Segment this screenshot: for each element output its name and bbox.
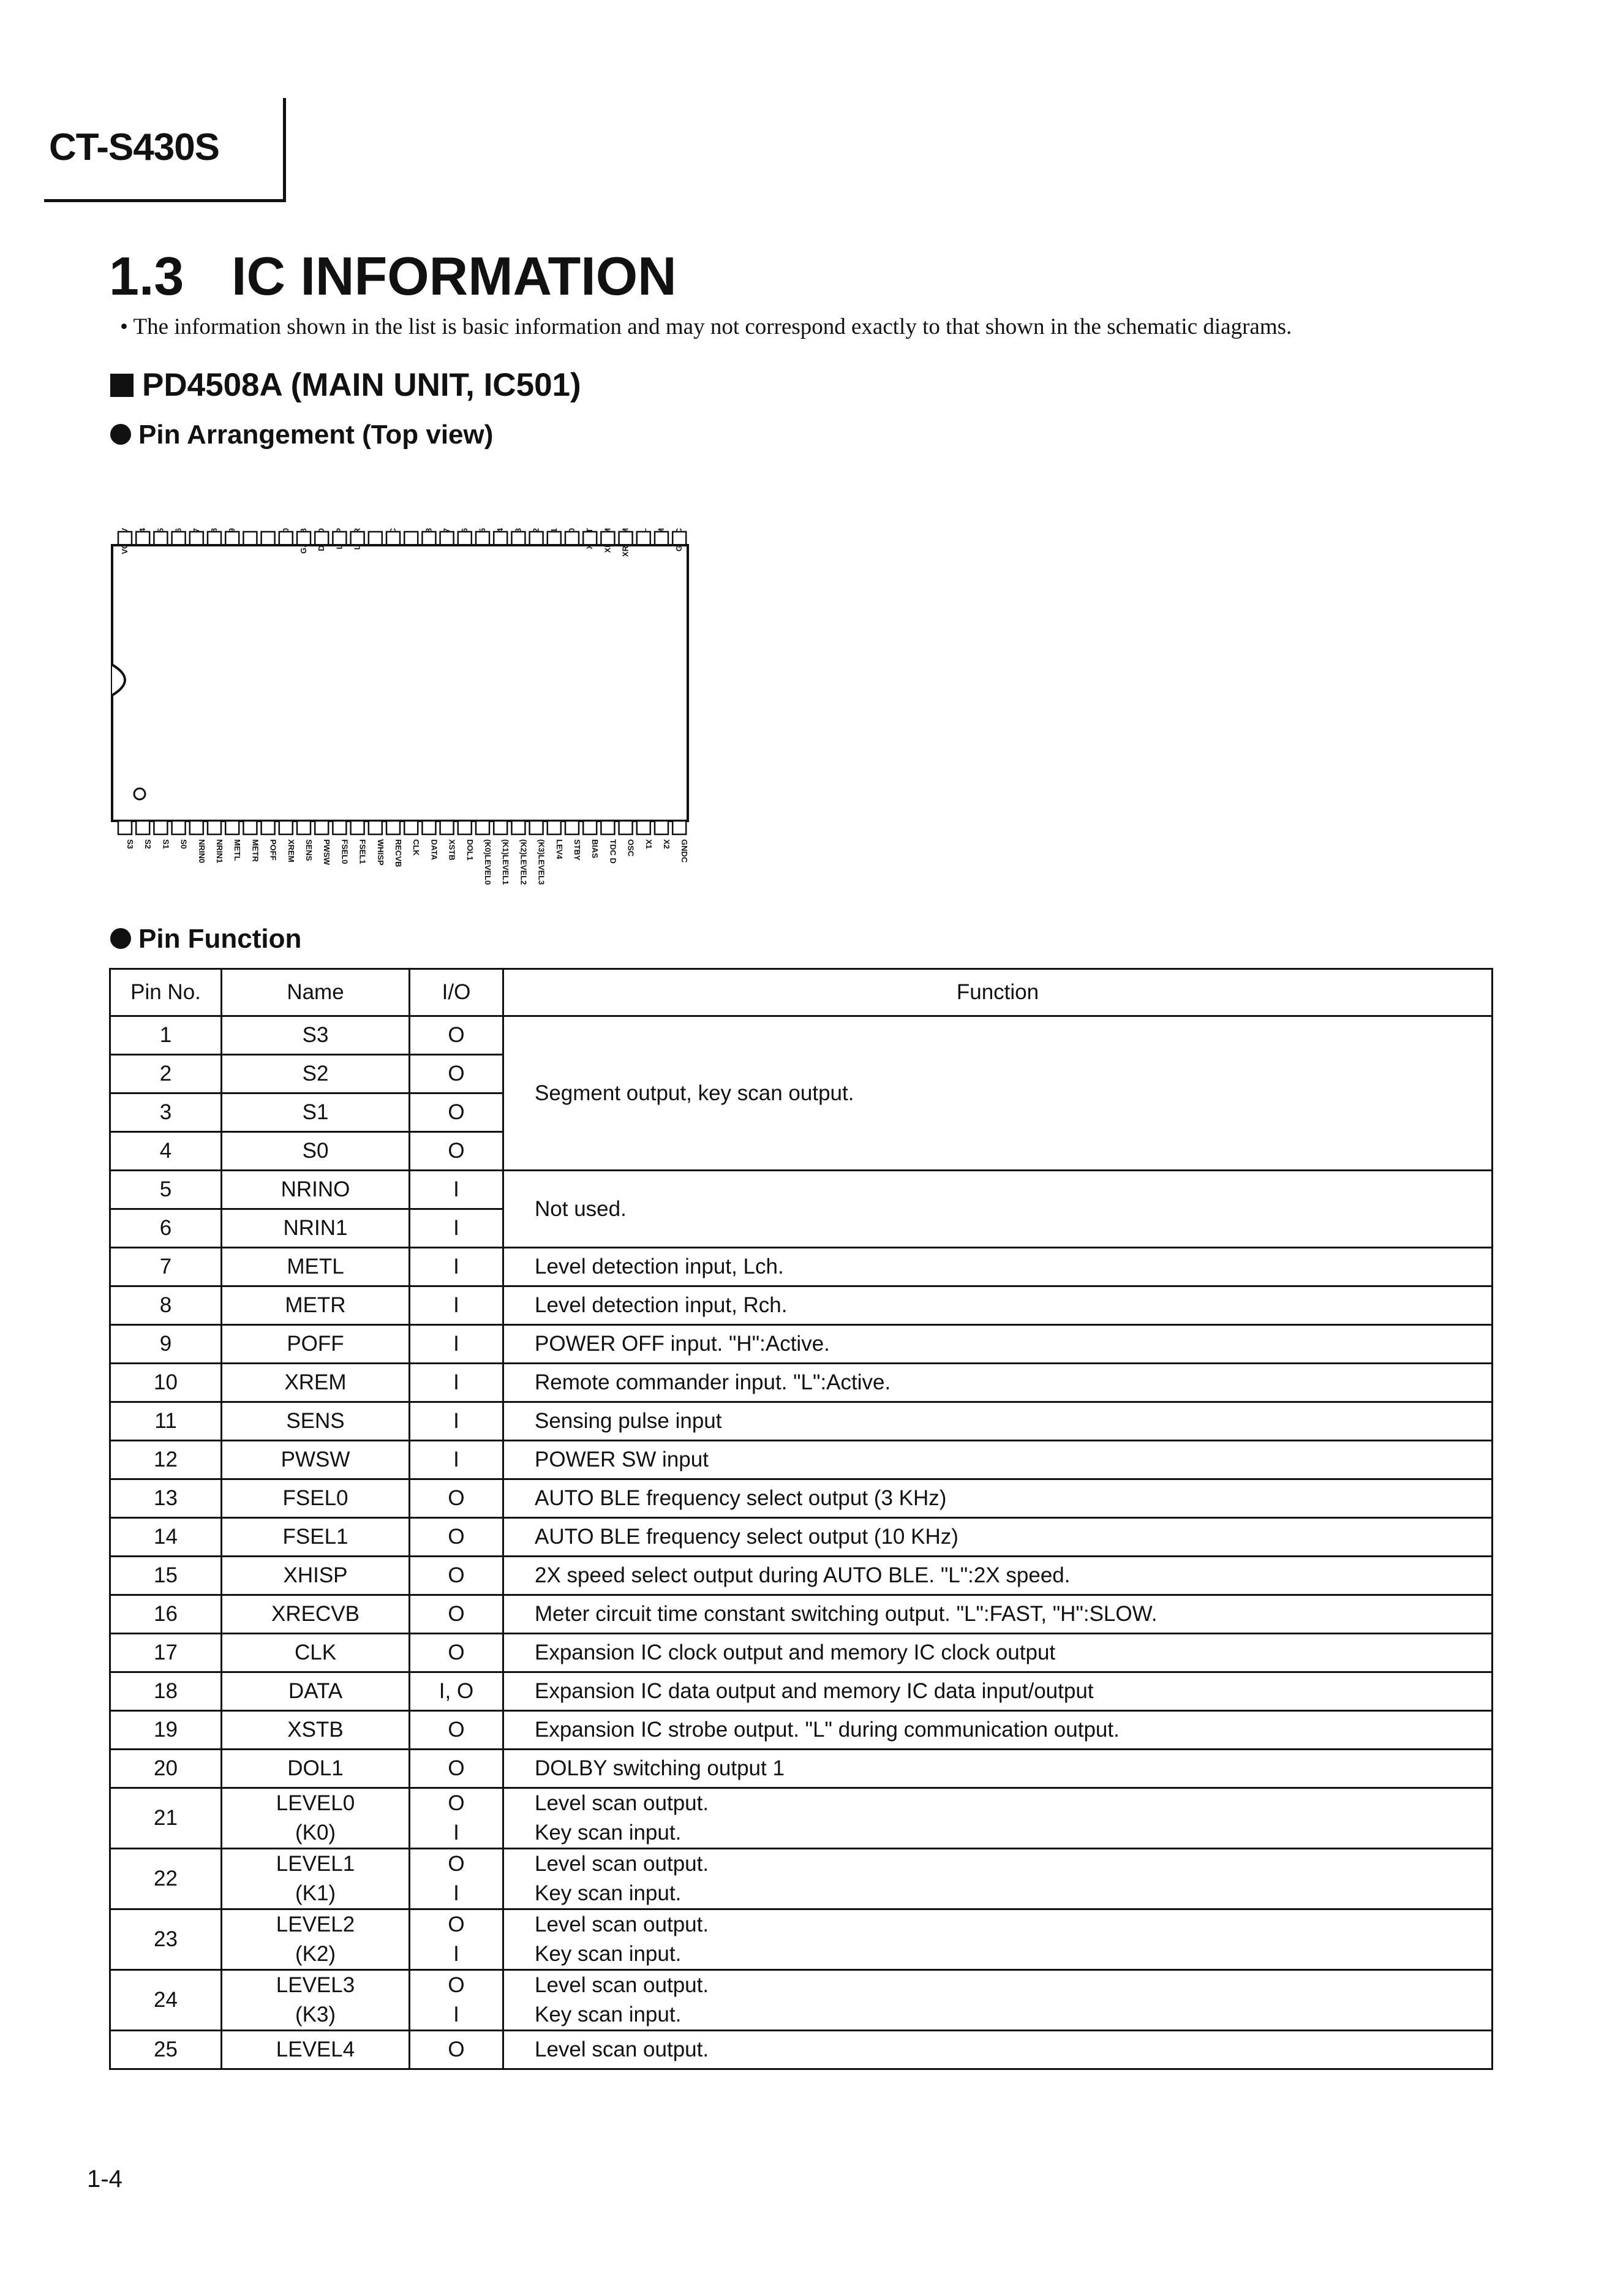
bottom-pin-label: BIAS xyxy=(590,839,600,859)
pin-io-cell-line2: I xyxy=(453,2003,459,2026)
ic-pin-top xyxy=(225,532,239,545)
ic-pin-bottom xyxy=(637,821,650,834)
ic-pin-bottom xyxy=(297,821,311,834)
ic-pin-bottom xyxy=(511,821,525,834)
function-cell: Level scan output. xyxy=(503,2031,1493,2069)
pin-io-cell: O xyxy=(410,1055,503,1093)
function-cell-line1: Level scan output. xyxy=(535,1791,709,1815)
bottom-pin-label: S2 xyxy=(143,839,153,849)
ic-pin-top xyxy=(511,532,525,545)
pin-name-cell: CLK xyxy=(222,1634,410,1672)
function-cell: DOLBY switching output 1 xyxy=(503,1750,1493,1788)
function-cell-line2: Key scan input. xyxy=(535,1821,682,1845)
table-row xyxy=(110,1672,1493,1711)
table-row xyxy=(110,1970,1493,2031)
bullet-dot-icon xyxy=(110,928,131,949)
ic-pin-top xyxy=(619,532,633,545)
function-cell: Level detection input, Rch. xyxy=(503,1286,1493,1325)
pin-number-cell: 14 xyxy=(110,1518,222,1557)
ic-pin-top xyxy=(279,532,293,545)
ic-pin-bottom xyxy=(369,821,382,834)
ic-pin-bottom xyxy=(172,821,186,834)
function-cell-line1: Level scan output. xyxy=(535,1913,709,1936)
table-row xyxy=(110,1518,1493,1557)
pin-number-cell: 18 xyxy=(110,1672,222,1711)
info-note: • The information shown in the list is basic information and may not correspond exactly to that shown in the schematic diagrams. xyxy=(120,314,1292,339)
pin-number-cell: 6 xyxy=(110,1209,222,1248)
pin-name-cell: S3 xyxy=(222,1016,410,1055)
bottom-pin-label: RECVB xyxy=(394,839,403,867)
pin-io-cell: O xyxy=(410,1479,503,1518)
pin-name-cell: NRINO xyxy=(222,1171,410,1209)
ic-pin-bottom xyxy=(315,821,328,834)
pin-number-cell: 1 xyxy=(110,1016,222,1055)
ic-pin-bottom xyxy=(494,821,507,834)
bottom-pin-labels xyxy=(126,839,689,885)
pin-io-cell: I, O xyxy=(410,1672,503,1711)
bottom-pin-label: NRIN1 xyxy=(215,839,224,864)
bottom-pin-label: FSEL1 xyxy=(358,839,367,864)
pin-name-cell xyxy=(222,1970,410,2031)
function-cell: POWER SW input xyxy=(503,1441,1493,1479)
ic-pin-top xyxy=(172,532,186,545)
ic-pin-top xyxy=(386,532,400,545)
pin-name-cell: LEVEL4 xyxy=(222,2031,410,2069)
ic-pin-top xyxy=(583,532,597,545)
pin-number-cell: 22 xyxy=(110,1849,222,1909)
pin-io-cell: I xyxy=(410,1325,503,1364)
pin-name-cell: S2 xyxy=(222,1055,410,1093)
bottom-pin-label: STBY xyxy=(573,839,582,861)
ic-package-diagram xyxy=(0,0,735,919)
pin-name-cell-line2: (K1) xyxy=(295,1881,336,1905)
pin-name-cell: FSEL0 xyxy=(222,1479,410,1518)
pin-name-cell-line1: LEVEL1 xyxy=(276,1852,355,1876)
bottom-pin-label: DATA xyxy=(429,839,439,861)
pin-name-cell-line2: (K3) xyxy=(295,2003,336,2026)
table-row xyxy=(110,1557,1493,1595)
ic-pin-bottom xyxy=(351,821,364,834)
pin-name-cell xyxy=(222,1849,410,1909)
pin-name-cell-line2: (K2) xyxy=(295,1942,336,1966)
pin-number-cell: 8 xyxy=(110,1286,222,1325)
pin-io-cell-line1: O xyxy=(448,1791,465,1815)
pin-io-cell: O xyxy=(410,1093,503,1132)
pin-name-cell: S0 xyxy=(222,1132,410,1171)
pin-name-cell: METR xyxy=(222,1286,410,1325)
bottom-pin-label: S0 xyxy=(179,839,189,849)
pin-name-cell: NRIN1 xyxy=(222,1209,410,1248)
pin-number-cell: 20 xyxy=(110,1750,222,1788)
pin-name-cell: DOL1 xyxy=(222,1750,410,1788)
ic-pin-bottom xyxy=(333,821,346,834)
pin-number-cell: 15 xyxy=(110,1557,222,1595)
ic-pin-bottom xyxy=(154,821,167,834)
table-header-row xyxy=(110,969,1493,1016)
function-cell xyxy=(503,1788,1493,1849)
ic-pin-bottom xyxy=(190,821,203,834)
bottom-pin-label: (K3)LEVEL3 xyxy=(537,839,546,885)
ic-pin-top xyxy=(154,532,167,545)
col-io: I/O xyxy=(410,969,503,1016)
pin-io-cell xyxy=(410,1909,503,1970)
pin-io-cell: O xyxy=(410,1518,503,1557)
table-row xyxy=(110,1849,1493,1909)
bottom-pin-label: (K2)LEVEL2 xyxy=(519,839,529,885)
ic-pin-top xyxy=(565,532,579,545)
bottom-pin-label: PWSW xyxy=(322,839,332,865)
pin-number-cell: 19 xyxy=(110,1711,222,1750)
bottom-pin-label: SENS xyxy=(304,839,314,861)
top-pin-row xyxy=(118,532,686,545)
pin-function-table xyxy=(109,968,1493,2070)
ic-pin-top xyxy=(315,532,328,545)
bottom-pin-label: XREM xyxy=(286,839,296,863)
bottom-pin-label: WHISP xyxy=(375,839,385,866)
ic-pin-top xyxy=(208,532,221,545)
bottom-pin-label: METL xyxy=(233,839,243,861)
pin-number-cell: 5 xyxy=(110,1171,222,1209)
ic-pin-top xyxy=(351,532,364,545)
pin-number-cell: 7 xyxy=(110,1248,222,1286)
pin-number-cell: 3 xyxy=(110,1093,222,1132)
ic-pin-bottom xyxy=(386,821,400,834)
table-row xyxy=(110,1016,1493,1055)
pin-name-cell: XRECVB xyxy=(222,1595,410,1634)
model-number: CT-S430S xyxy=(49,126,220,168)
bottom-pin-label: OSC xyxy=(626,839,636,857)
section-number: 1.3 xyxy=(109,246,184,306)
function-cell xyxy=(503,1909,1493,1970)
pin-number-cell: 16 xyxy=(110,1595,222,1634)
ic-pin-top xyxy=(440,532,454,545)
pin-name-cell: SENS xyxy=(222,1402,410,1441)
table-row xyxy=(110,1909,1493,1970)
ic-pin-top xyxy=(297,532,311,545)
section-title-text: IC INFORMATION xyxy=(232,246,677,306)
pin-name-cell xyxy=(222,1788,410,1849)
pin-name-cell-line1: LEVEL3 xyxy=(276,1973,355,1997)
function-cell: Sensing pulse input xyxy=(503,1402,1493,1441)
function-cell-line1: Level scan output. xyxy=(535,1852,709,1876)
pin-io-cell: O xyxy=(410,1711,503,1750)
bottom-pin-label: (K1)LEVEL1 xyxy=(501,839,511,885)
pin-io-cell: I xyxy=(410,1286,503,1325)
ic-pin-bottom xyxy=(208,821,221,834)
ic-pin-bottom xyxy=(672,821,686,834)
pin-number-cell: 4 xyxy=(110,1132,222,1171)
table-row xyxy=(110,1711,1493,1750)
function-cell: Level detection input, Lch. xyxy=(503,1248,1493,1286)
pin-name-cell: METL xyxy=(222,1248,410,1286)
pin-io-cell-line2: I xyxy=(453,1821,459,1845)
ic-subsection-label: PD4508A (MAIN UNIT, IC501) xyxy=(142,367,581,403)
ic-pin-top xyxy=(136,532,149,545)
function-cell: Meter circuit time constant switching output. "L":FAST, "H":SLOW. xyxy=(503,1595,1493,1634)
table-row xyxy=(110,1248,1493,1286)
ic-pin-top xyxy=(369,532,382,545)
bottom-pin-label: FSEL0 xyxy=(340,839,350,864)
table-row xyxy=(110,1479,1493,1518)
bottom-pin-label: METR xyxy=(250,839,260,862)
ic-pin-top xyxy=(458,532,472,545)
pin-number-cell: 13 xyxy=(110,1479,222,1518)
pin-name-cell: XHISP xyxy=(222,1557,410,1595)
pin-number-cell: 25 xyxy=(110,2031,222,2069)
pin-number-cell: 10 xyxy=(110,1364,222,1402)
bottom-pin-row xyxy=(118,821,686,834)
pin-io-cell-line2: I xyxy=(453,1942,459,1966)
ic-pin-top xyxy=(672,532,686,545)
table-row xyxy=(110,1595,1493,1634)
ic-pin-bottom xyxy=(476,821,489,834)
ic-pin-top xyxy=(422,532,435,545)
bottom-pin-label: POFF xyxy=(268,839,278,861)
ic-pin-top xyxy=(476,532,489,545)
table-row xyxy=(110,1788,1493,1849)
pin-number-cell: 17 xyxy=(110,1634,222,1672)
pin-io-cell-line1: O xyxy=(448,1913,465,1936)
ic-pin-bottom xyxy=(440,821,454,834)
pin-io-cell xyxy=(410,1970,503,2031)
bottom-pin-label: GNDC xyxy=(680,839,690,863)
ic-body xyxy=(112,545,688,821)
col-pin-no: Pin No. xyxy=(110,969,222,1016)
ic-pin-top xyxy=(655,532,668,545)
table-row xyxy=(110,1325,1493,1364)
function-cell: AUTO BLE frequency select output (3 KHz) xyxy=(503,1479,1493,1518)
pin-function-label: Pin Function xyxy=(138,924,302,954)
function-cell: Segment output, key scan output. xyxy=(503,1016,1493,1171)
ic-pin-bottom xyxy=(601,821,614,834)
pin-io-cell xyxy=(410,1849,503,1909)
pin1-marker xyxy=(134,788,145,799)
table-row xyxy=(110,1364,1493,1402)
function-cell xyxy=(503,1849,1493,1909)
ic-pin-bottom xyxy=(565,821,579,834)
pin-io-cell: O xyxy=(410,1750,503,1788)
pin-name-cell-line1: LEVEL2 xyxy=(276,1913,355,1936)
pin-io-cell: O xyxy=(410,1595,503,1634)
pin-io-cell-line2: I xyxy=(453,1881,459,1905)
bottom-pin-label: NRIN0 xyxy=(197,839,206,864)
ic-notch xyxy=(112,665,125,695)
function-cell xyxy=(503,1970,1493,2031)
ic-pin-bottom xyxy=(583,821,597,834)
ic-pin-top xyxy=(530,532,543,545)
ic-pin-bottom xyxy=(548,821,561,834)
ic-pin-bottom xyxy=(458,821,472,834)
function-cell: 2X speed select output during AUTO BLE. "L":2X speed. xyxy=(503,1557,1493,1595)
function-cell-line2: Key scan input. xyxy=(535,1881,682,1905)
ic-pin-top xyxy=(404,532,418,545)
pin-number-cell: 9 xyxy=(110,1325,222,1364)
ic-pin-bottom xyxy=(262,821,275,834)
ic-pin-bottom xyxy=(530,821,543,834)
pin-io-cell: I xyxy=(410,1402,503,1441)
table-row xyxy=(110,1286,1493,1325)
table-row xyxy=(110,1441,1493,1479)
pin-arrangement-label: Pin Arrangement (Top view) xyxy=(138,420,494,450)
pin-number-cell: 24 xyxy=(110,1970,222,2031)
function-cell: Expansion IC strobe output. "L" during communication output. xyxy=(503,1711,1493,1750)
ic-pin-top xyxy=(548,532,561,545)
function-cell: Not used. xyxy=(503,1171,1493,1248)
ic-pin-top xyxy=(601,532,614,545)
table-row xyxy=(110,1402,1493,1441)
function-cell: POWER OFF input. "H":Active. xyxy=(503,1325,1493,1364)
pin-io-cell: O xyxy=(410,2031,503,2069)
ic-pin-top xyxy=(118,532,132,545)
pin-name-cell: FSEL1 xyxy=(222,1518,410,1557)
pin-name-cell: XREM xyxy=(222,1364,410,1402)
pin-name-cell: PWSW xyxy=(222,1441,410,1479)
function-cell-line2: Key scan input. xyxy=(535,1942,682,1966)
col-function: Function xyxy=(503,969,1493,1016)
pin-number-cell: 11 xyxy=(110,1402,222,1441)
pin-name-cell xyxy=(222,1909,410,1970)
ic-pin-top xyxy=(262,532,275,545)
pin-function-heading xyxy=(110,924,301,954)
ic-pin-bottom xyxy=(655,821,668,834)
bottom-pin-label: LEV4 xyxy=(554,839,564,859)
col-name: Name xyxy=(222,969,410,1016)
pin-io-cell-line1: O xyxy=(448,1852,465,1876)
bottom-pin-label: X2 xyxy=(662,839,671,849)
table-row xyxy=(110,2031,1493,2069)
ic-pin-bottom xyxy=(136,821,149,834)
ic-pin-top xyxy=(637,532,650,545)
ic-pin-bottom xyxy=(422,821,435,834)
pin-io-cell: I xyxy=(410,1171,503,1209)
page-number: 1-4 xyxy=(87,2166,122,2192)
table-row xyxy=(110,1171,1493,1209)
bottom-pin-label: TDC D xyxy=(608,839,618,864)
pin-io-cell: O xyxy=(410,1557,503,1595)
function-cell: Expansion IC clock output and memory IC clock output xyxy=(503,1634,1493,1672)
ic-pin-bottom xyxy=(243,821,257,834)
function-cell: Expansion IC data output and memory IC data input/output xyxy=(503,1672,1493,1711)
pin-io-cell: I xyxy=(410,1209,503,1248)
bottom-pin-label: DOL1 xyxy=(465,839,475,861)
bottom-pin-label: (K0)LEVEL0 xyxy=(483,839,492,885)
pin-number-cell: 21 xyxy=(110,1788,222,1849)
bottom-pin-label: S3 xyxy=(126,839,135,849)
pin-io-cell xyxy=(410,1788,503,1849)
pin-io-cell: I xyxy=(410,1364,503,1402)
ic-pin-top xyxy=(243,532,257,545)
pin-name-cell-line2: (K0) xyxy=(295,1821,336,1845)
pin-number-cell: 12 xyxy=(110,1441,222,1479)
pin-number-cell: 23 xyxy=(110,1909,222,1970)
bottom-pin-label: S1 xyxy=(161,839,171,849)
pin-number-cell: 2 xyxy=(110,1055,222,1093)
function-cell: AUTO BLE frequency select output (10 KHz) xyxy=(503,1518,1493,1557)
pin-name-cell-line1: LEVEL0 xyxy=(276,1791,355,1815)
table-row xyxy=(110,1634,1493,1672)
function-cell-line1: Level scan output. xyxy=(535,1973,709,1997)
pin-io-cell: I xyxy=(410,1441,503,1479)
pin-name-cell: S1 xyxy=(222,1093,410,1132)
pin-io-cell: I xyxy=(410,1248,503,1286)
pin-io-cell: O xyxy=(410,1016,503,1055)
table-row xyxy=(110,1750,1493,1788)
function-cell-line2: Key scan input. xyxy=(535,2003,682,2026)
bottom-pin-label: X1 xyxy=(644,839,653,849)
ic-pin-bottom xyxy=(225,821,239,834)
pin-name-cell: XSTB xyxy=(222,1711,410,1750)
ic-pin-top xyxy=(190,532,203,545)
ic-pin-bottom xyxy=(279,821,293,834)
ic-pin-bottom xyxy=(118,821,132,834)
ic-pin-top xyxy=(333,532,346,545)
top-pin-labels xyxy=(120,527,683,557)
bottom-pin-label: CLK xyxy=(412,839,421,856)
pin-io-cell-line1: O xyxy=(448,1973,465,1997)
pin-io-cell: O xyxy=(410,1132,503,1171)
pin-io-cell: O xyxy=(410,1634,503,1672)
pin-name-cell: DATA xyxy=(222,1672,410,1711)
pin-name-cell: POFF xyxy=(222,1325,410,1364)
ic-pin-top xyxy=(494,532,507,545)
function-cell: Remote commander input. "L":Active. xyxy=(503,1364,1493,1402)
ic-pin-bottom xyxy=(404,821,418,834)
ic-pin-bottom xyxy=(619,821,633,834)
bottom-pin-label: XSTB xyxy=(447,839,457,861)
